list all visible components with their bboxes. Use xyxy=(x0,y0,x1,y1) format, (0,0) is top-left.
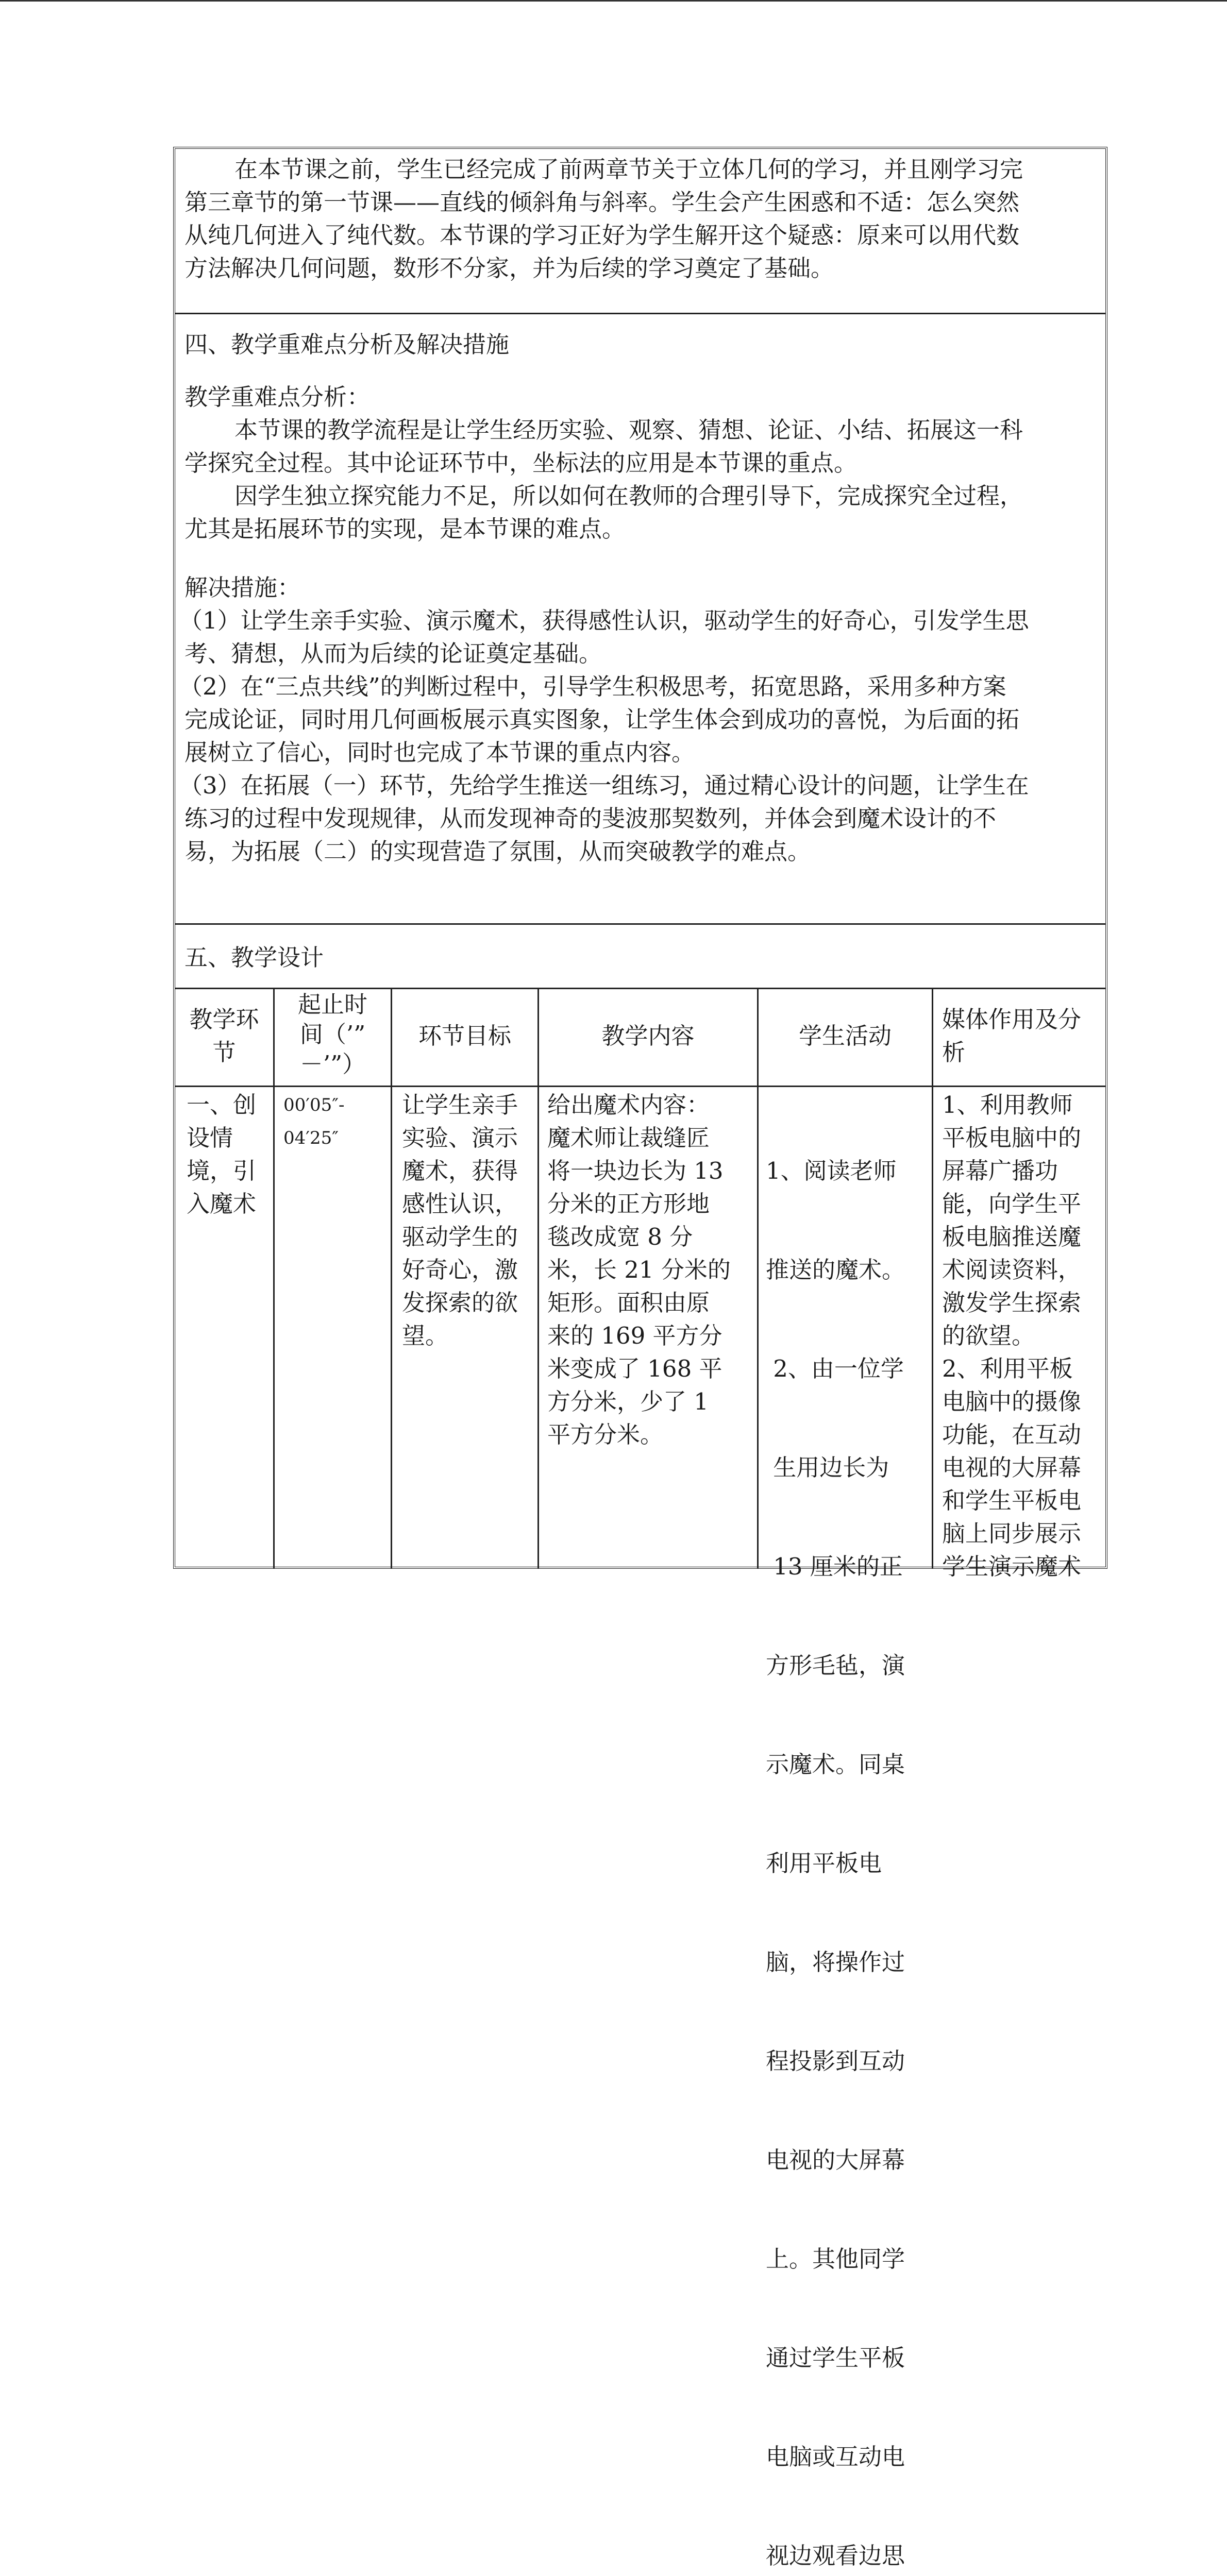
header-time: 起止时 间（’” －’”） xyxy=(297,991,367,1078)
page-top-rule xyxy=(0,0,1227,2)
section-4-title: 四、教学重难点分析及解决措施 xyxy=(184,331,510,358)
header-content: 教学内容 xyxy=(601,1022,695,1049)
lesson-plan-table xyxy=(173,147,1107,2569)
row-divider xyxy=(175,313,1105,314)
row-divider xyxy=(175,1086,1105,1087)
analysis-heading: 教学重难点分析： xyxy=(184,383,371,411)
column-divider xyxy=(757,988,759,1569)
intro-line: 在本节课之前，学生已经完成了前两章节关于立体几何的学习，并且刚学习完 xyxy=(234,156,1023,183)
intro-line: 第三章节的第一节课——直线的倾斜角与斜率。学生会产生困惑和不适：怎么突然 xyxy=(184,189,1020,216)
measure-line: 练习的过程中发现规律，从而发现神奇的斐波那契数列，并体会到魔术设计的不 xyxy=(184,805,997,832)
column-divider xyxy=(932,988,933,1569)
header-media: 媒体作用及分 析 xyxy=(942,1006,1082,1066)
measure-line: 考、猜想，从而为后续的论证奠定基础。 xyxy=(184,640,602,667)
analysis-line: 因学生独立探究能力不足，所以如何在教师的合理引导下，完成探究全过程， xyxy=(234,482,1023,510)
row1-time: 00′05″- 04′25″ xyxy=(283,1095,345,1148)
row1-content: 给出魔术内容： 魔术师让裁缝匠 将一块边长为 13 分米的正方形地 毯改成宽 8 分 米，长 21 分米的 矩形。面积由原 来的 169 平方分 米变成了 168 平 方分米，少了 1 平方分米。 xyxy=(547,1091,731,1448)
measure-line: 展树立了信心，同时也完成了本节课的重点内容。 xyxy=(184,739,695,766)
row1-goal: 让学生亲手 实验、演示 魔术，获得 感性认识， 驱动学生的 好奇心，激 发探索的欲 望。 xyxy=(402,1091,518,1349)
measure-line: 完成论证，同时用几何画板展示真实图象，让学生体会到成功的喜悦，为后面的拓 xyxy=(184,706,1020,733)
row1-media: 1、利用教师 平板电脑中的 屏幕广播功 能，向学生平 板电脑推送魔 术阅读资料， 激发学生探索 的欲望。 2、利用平板 电脑中的摄像 功能，在互动 电视的大屏幕 和学生平板电 脑上同步展示 学生演示魔术 xyxy=(942,1091,1082,1580)
header-stage: 教学环 节 xyxy=(189,1006,259,1066)
row-divider xyxy=(175,988,1105,989)
analysis-line: 尤其是拓展环节的实现，是本节课的难点。 xyxy=(184,515,626,543)
column-divider xyxy=(537,988,539,1569)
header-goal: 环节目标 xyxy=(418,1022,511,1049)
row-divider xyxy=(175,923,1105,925)
row1-activity: 1、阅读老师 推送的魔术。 2、由一位学 生用边长为 13 厘米的正 方形毛毡，演 示魔术。同桌 利用平板电 脑，将操作过 程投影到互动 电视的大屏幕 上。其他同学 通过学生平板 电脑或互动电 视边观看边思 xyxy=(766,1157,905,2569)
measure-line: 易，为拓展（二）的实现营造了氛围，从而突破教学的难点。 xyxy=(184,838,811,865)
intro-line: 方法解决几何问题，数形不分家，并为后续的学习奠定了基础。 xyxy=(184,255,834,282)
measure-line: （1）让学生亲手实验、演示魔术，获得感性认识，驱动学生的好奇心，引发学生思 xyxy=(179,607,1029,634)
intro-line: 从纯几何进入了纯代数。本节课的学习正好为学生解开这个疑惑：原来可以用代数 xyxy=(184,222,1020,249)
analysis-line: 本节课的教学流程是让学生经历实验、观察、猜想、论证、小结、拓展这一科 xyxy=(234,416,1023,444)
section-5-title: 五、教学设计 xyxy=(184,944,324,971)
header-activity: 学生活动 xyxy=(798,1022,892,1049)
measures-heading: 解决措施： xyxy=(184,574,301,601)
measure-line: （2）在“三点共线”的判断过程中，引导学生积极思考，拓宽思路，采用多种方案 xyxy=(179,673,1006,700)
measure-line: （3）在拓展（一）环节，先给学生推送一组练习，通过精心设计的问题，让学生在 xyxy=(179,772,1029,799)
analysis-line: 学探究全过程。其中论证环节中，坐标法的应用是本节课的重点。 xyxy=(184,449,858,477)
row1-stage: 一、创 设情 境，引 入魔术 xyxy=(187,1091,257,1217)
column-divider xyxy=(391,988,392,1569)
